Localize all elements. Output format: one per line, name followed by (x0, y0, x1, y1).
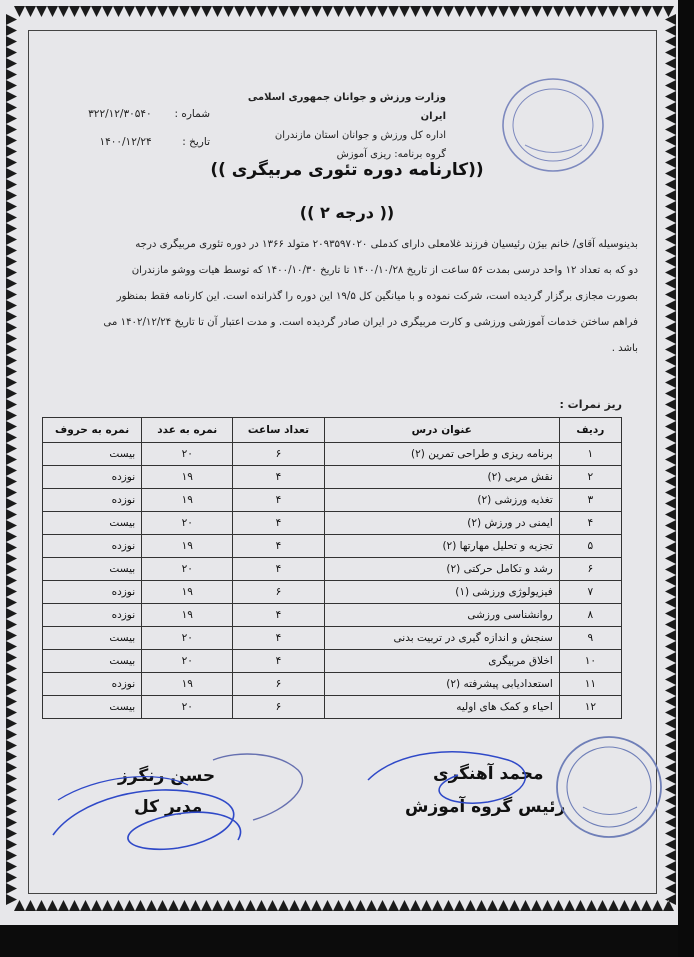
course-title: سنجش و اندازه گیری در تربیت بدنی (324, 627, 559, 650)
date-value: ۱۴۰۰/۱۲/۲۴ (99, 136, 152, 148)
course-hours: ۴ (233, 535, 324, 558)
certificate-body (55, 232, 638, 362)
course-hours: ۴ (233, 512, 324, 535)
ministry-name: وزارت ورزش و جوانان جمهوری اسلامی ایران (247, 92, 446, 122)
course-title: استعدادیابی پیشرفته (۲) (324, 673, 559, 696)
col-header-row-no: ردیف (559, 418, 621, 443)
row-number: ۸ (559, 604, 621, 627)
grade-number: ۲۰ (142, 443, 233, 466)
grade-words: نوزده (43, 489, 142, 512)
handwritten-signatures (38, 740, 638, 890)
grade-words: بیست (43, 443, 142, 466)
body-line: باشد . (611, 343, 638, 354)
grade-words: بیست (43, 512, 142, 535)
table-row (43, 489, 622, 512)
table-row (43, 535, 622, 558)
body-line: بصورت مجازی برگزار گردیده است، شرکت نموده و با میانگین کل ۱۹/۵ این دوره را گذرانده است. این کارنامه فقط بمنظور (116, 291, 638, 302)
course-title: فیزیولوژی ورزشی (۱) (324, 581, 559, 604)
course-title: احیاء و کمک های اولیه (324, 696, 559, 719)
grade-words: بیست (43, 558, 142, 581)
table-row (43, 466, 622, 489)
ministry-header (246, 88, 446, 164)
signer-left-name: حسن رنگرز (118, 766, 216, 786)
grade-number: ۲۰ (142, 627, 233, 650)
col-header-grade-number: نمره به عدد (142, 418, 233, 443)
grade-words: بیست (43, 627, 142, 650)
degree-title: (( درجه ۲ )) (299, 203, 395, 222)
group-name: گروه برنامه: ریزی آموزش (336, 149, 446, 160)
body-line: بدینوسیله آقای/ خانم بیژن رئیسیان فرزند غلامعلی دارای کدملی ۲۰۹۳۵۹۷۰۲۰ متولد ۱۳۶۶ در دوره تئوری مربیگری درجه (135, 239, 638, 250)
signer-right-title: رئیس گروه آموزش (405, 797, 566, 817)
row-number: ۱۱ (559, 673, 621, 696)
col-header-course: عنوان درس (324, 418, 559, 443)
col-header-hours: تعداد ساعت (233, 418, 324, 443)
row-number: ۶ (559, 558, 621, 581)
grades-table (42, 417, 622, 719)
table-row (43, 512, 622, 535)
row-number: ۴ (559, 512, 621, 535)
grade-number: ۱۹ (142, 581, 233, 604)
row-number: ۲ (559, 466, 621, 489)
date-label: تاریخ : (182, 136, 210, 148)
course-hours: ۶ (233, 673, 324, 696)
table-row (43, 443, 622, 466)
background-edge (0, 925, 694, 957)
course-title: ایمنی در ورزش (۲) (324, 512, 559, 535)
grade-number: ۱۹ (142, 535, 233, 558)
course-hours: ۴ (233, 466, 324, 489)
grade-words: بیست (43, 696, 142, 719)
course-hours: ۴ (233, 650, 324, 673)
course-title: تغذیه ورزشی (۲) (324, 489, 559, 512)
table-row (43, 696, 622, 719)
course-hours: ۴ (233, 627, 324, 650)
body-line: فراهم ساختن خدمات آموزشی ورزشی و کارت مربیگری در ایران صادر گردیده است. و مدت اعتبار آن تا تاریخ ۱۴۰۲/۱۲/۲۴ می (103, 317, 638, 328)
body-line: دو که به تعداد ۱۲ واحد درسی بمدت ۵۶ ساعت از تاریخ ۱۴۰۰/۱۰/۲۸ تا تاریخ ۱۴۰۰/۱۰/۳۰ که توسط هیات ووشو مازندران (131, 265, 638, 276)
background-edge-right (678, 0, 694, 957)
table-header-row (43, 418, 622, 443)
grade-number: ۲۰ (142, 650, 233, 673)
course-title: برنامه ریزی و طراحی تمرین (۲) (324, 443, 559, 466)
document-meta (60, 100, 210, 156)
course-hours: ۴ (233, 558, 324, 581)
col-header-grade-words: نمره به حروف (43, 418, 142, 443)
document-title: ((کارنامه دوره تئوری مربیگری )) (210, 160, 484, 180)
table-row (43, 604, 622, 627)
grade-words: نوزده (43, 535, 142, 558)
table-row (43, 627, 622, 650)
course-hours: ۴ (233, 489, 324, 512)
course-hours: ۴ (233, 604, 324, 627)
grade-number: ۲۰ (142, 558, 233, 581)
grade-words: نوزده (43, 466, 142, 489)
course-title: روانشناسی ورزشی (324, 604, 559, 627)
course-hours: ۶ (233, 443, 324, 466)
row-number: ۳ (559, 489, 621, 512)
row-number: ۱۰ (559, 650, 621, 673)
grade-number: ۱۹ (142, 604, 233, 627)
grade-number: ۱۹ (142, 466, 233, 489)
course-hours: ۶ (233, 581, 324, 604)
course-title: رشد و تکامل حرکتی (۲) (324, 558, 559, 581)
table-row (43, 581, 622, 604)
table-row (43, 650, 622, 673)
row-number: ۹ (559, 627, 621, 650)
grade-number: ۲۰ (142, 512, 233, 535)
signer-left-title: مدیر کل (134, 797, 203, 817)
signer-right-name: محمد آهنگری (433, 764, 544, 784)
number-value: ۳۲۲/۱۲/۳۰۵۴۰ (88, 108, 152, 120)
grade-words: نوزده (43, 673, 142, 696)
grade-words: بیست (43, 650, 142, 673)
table-row (43, 558, 622, 581)
course-title: اخلاق مربیگری (324, 650, 559, 673)
office-name: اداره کل ورزش و جوانان استان مازندران (274, 130, 446, 141)
row-number: ۵ (559, 535, 621, 558)
row-number: ۱۲ (559, 696, 621, 719)
grade-words: نوزده (43, 581, 142, 604)
course-hours: ۶ (233, 696, 324, 719)
row-number: ۷ (559, 581, 621, 604)
grades-label: ریز نمرات : (559, 398, 622, 411)
row-number: ۱ (559, 443, 621, 466)
course-title: نقش مربی (۲) (324, 466, 559, 489)
grade-number: ۱۹ (142, 673, 233, 696)
grade-number: ۲۰ (142, 696, 233, 719)
grade-number: ۱۹ (142, 489, 233, 512)
course-title: تجزیه و تحلیل مهارتها (۲) (324, 535, 559, 558)
grade-words: نوزده (43, 604, 142, 627)
number-label: شماره : (174, 108, 210, 120)
table-row (43, 673, 622, 696)
